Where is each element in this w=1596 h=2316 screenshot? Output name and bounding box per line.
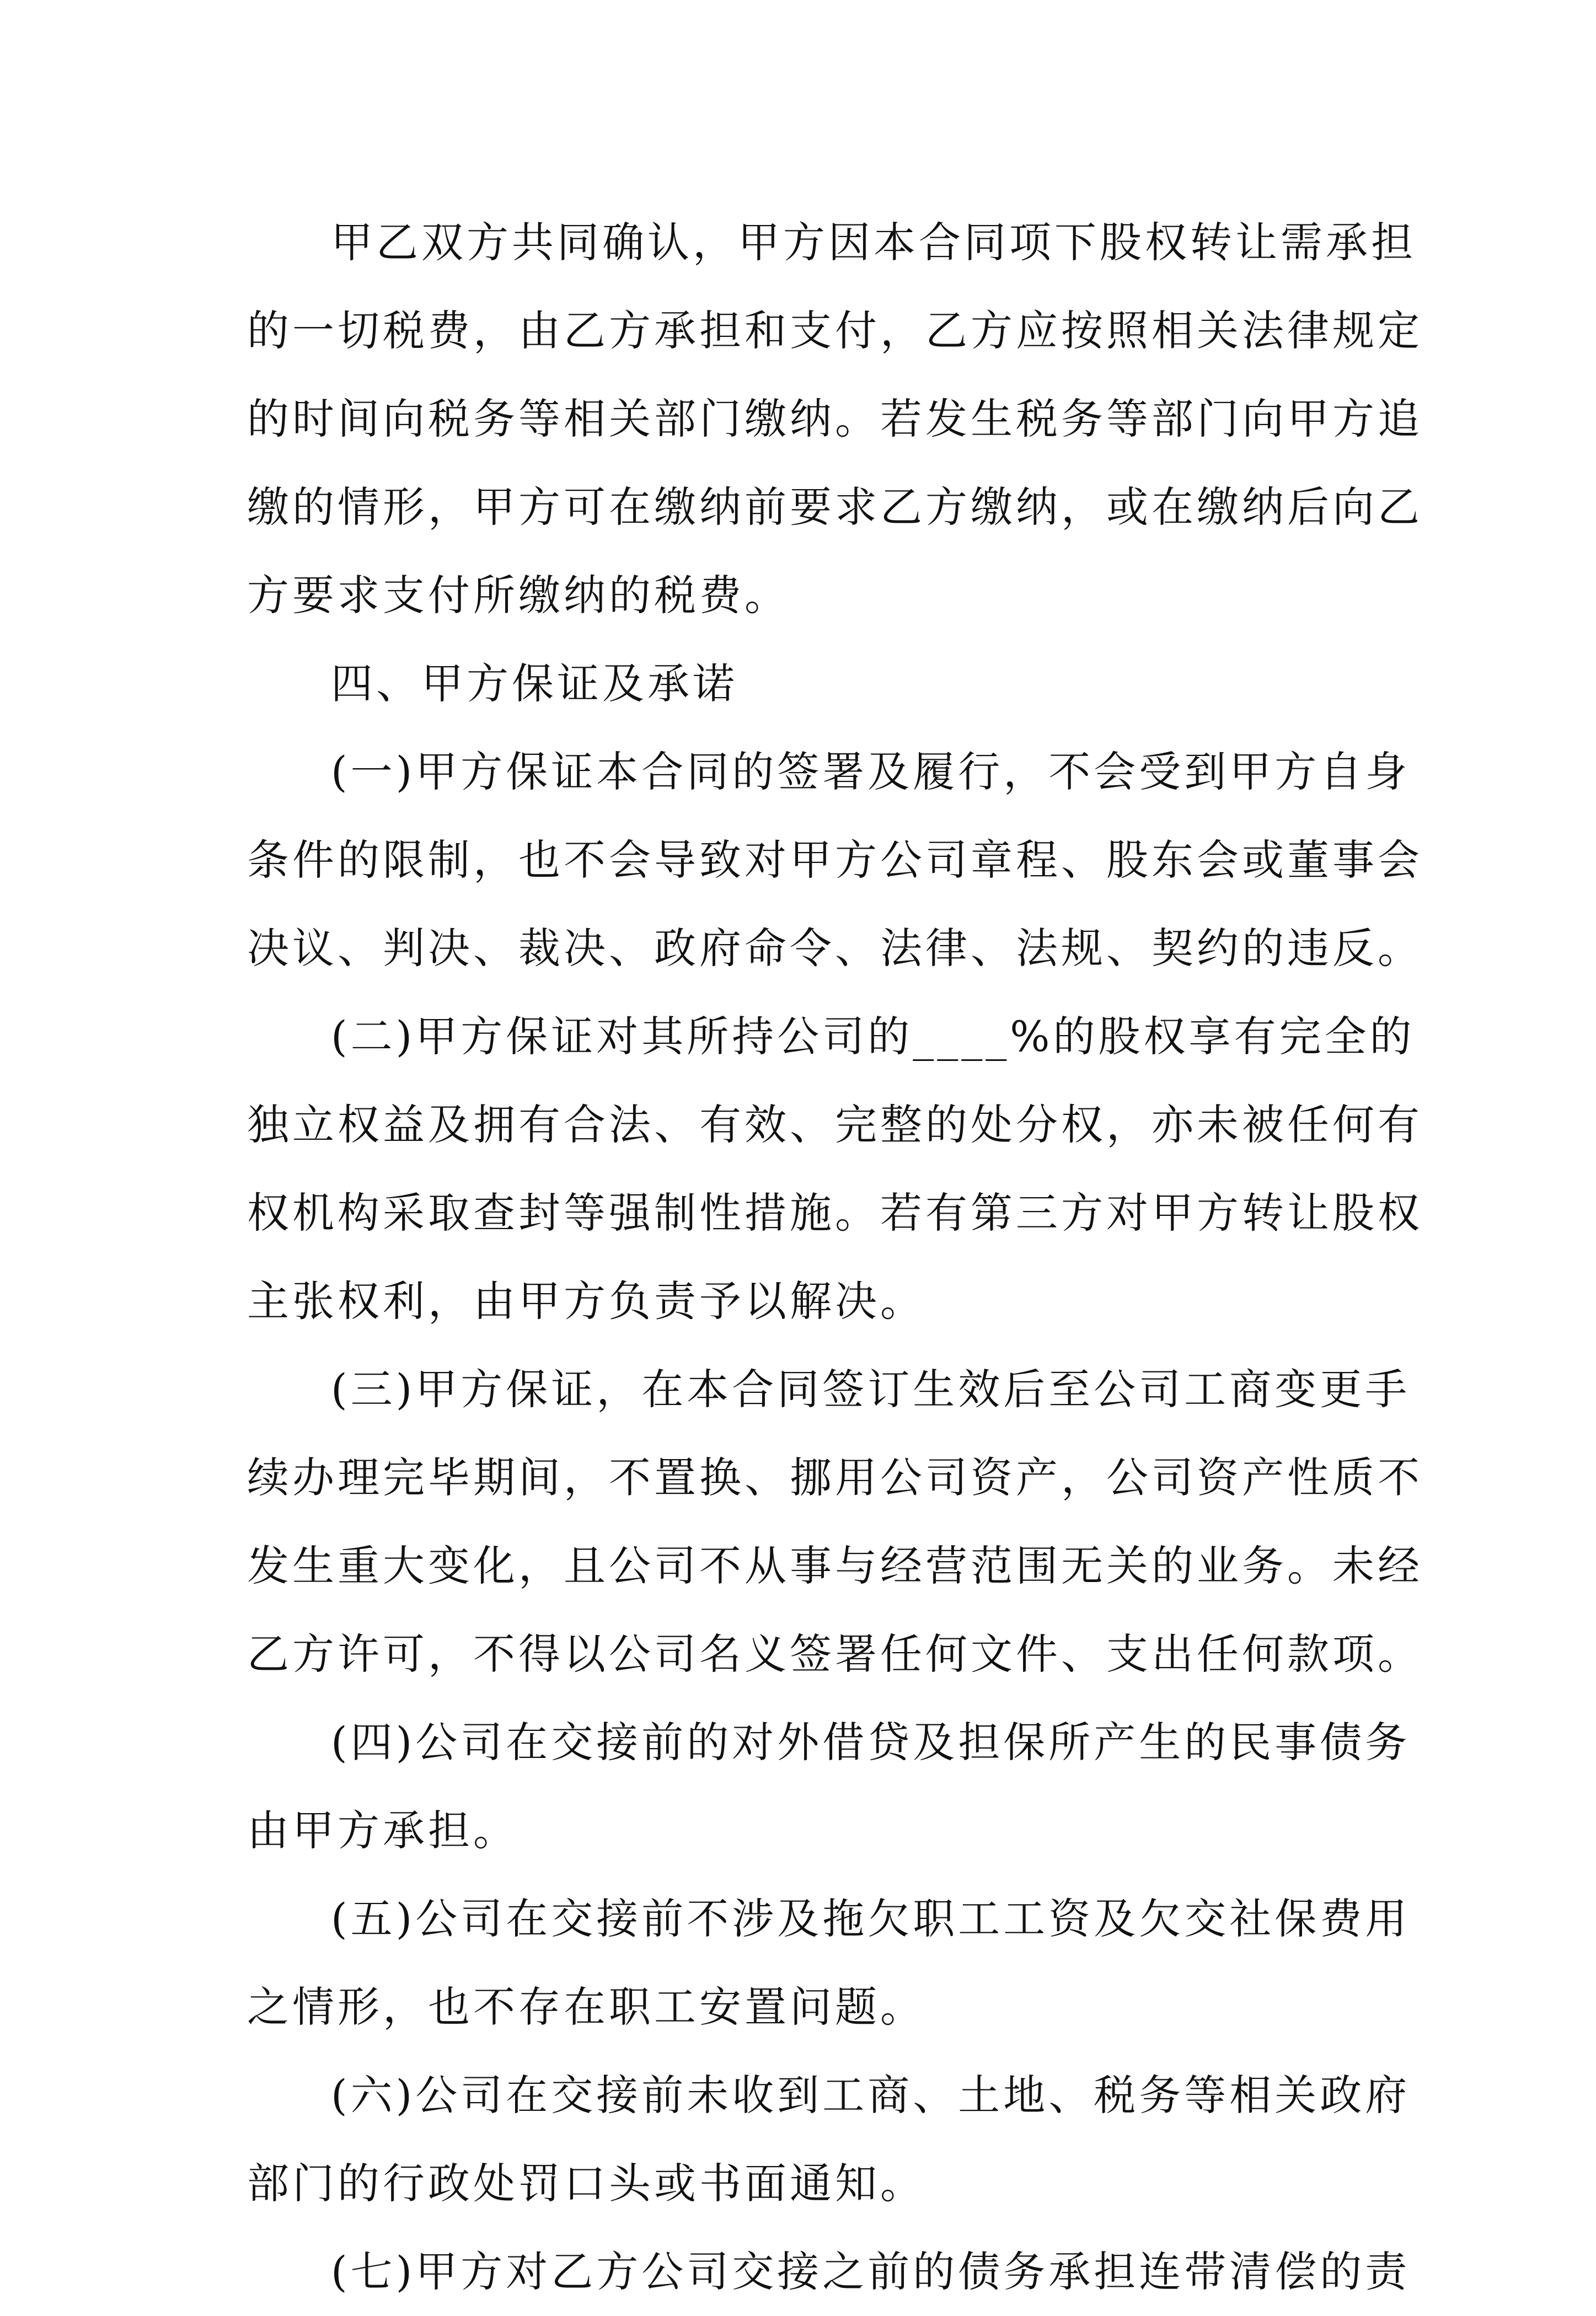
document-page [247, 199, 1423, 2316]
text-line-12: 权机构采取查封等强制性措施。若有第三方对甲方转让股权 [247, 1188, 1423, 1237]
text-line-21: 之情形，也不存在职工安置问题。 [247, 1982, 925, 2031]
text-line-4: 缴的情形，甲方可在缴纳前要求乙方缴纳，或在缴纳后向乙 [247, 482, 1423, 532]
text-line-24: (七)甲方对乙方公司交接之前的债务承担连带清偿的责 [331, 2247, 1411, 2296]
text-line-20: (五)公司在交接前不涉及拖欠职工工资及欠交社保费用 [331, 1894, 1411, 1943]
text-line-2: 的一切税费，由乙方承担和支付，乙方应按照相关法律规定 [247, 306, 1423, 355]
text-line-15: 续办理完毕期间，不置换、挪用公司资产，公司资产性质不 [247, 1453, 1423, 1502]
text-line-3: 的时间向税务等相关部门缴纳。若发生税务等部门向甲方追 [247, 394, 1423, 443]
text-line-18: (四)公司在交接前的对外借贷及担保所产生的民事债务 [331, 1718, 1411, 1767]
text-line-11: 独立权益及拥有合法、有效、完整的处分权，亦未被任何有 [247, 1100, 1423, 1149]
text-line-5: 方要求支付所缴纳的税费。 [247, 571, 790, 620]
text-line-22: (六)公司在交接前未收到工商、土地、税务等相关政府 [331, 2071, 1411, 2120]
text-line-1: 甲乙双方共同确认，甲方因本合同项下股权转让需承担 [331, 218, 1416, 267]
text-line-8: 条件的限制，也不会导致对甲方公司章程、股东会或董事会 [247, 835, 1423, 884]
text-line-9: 决议、判决、裁决、政府命令、法律、法规、契约的违反。 [247, 924, 1423, 973]
text-line-14: (三)甲方保证，在本合同签订生效后至公司工商变更手 [331, 1365, 1411, 1414]
text-line-13: 主张权利，由甲方负责予以解决。 [247, 1277, 925, 1326]
text-line-16: 发生重大变化，且公司不从事与经营范围无关的业务。未经 [247, 1541, 1423, 1590]
text-line-17: 乙方许可，不得以公司名义签署任何文件、支出任何款项。 [247, 1629, 1423, 1679]
section-heading: 四、甲方保证及承诺 [331, 659, 738, 708]
text-line-23: 部门的行政处罚口头或书面通知。 [247, 2159, 925, 2208]
text-line-19: 由甲方承担。 [247, 1806, 518, 1855]
text-line-7: (一)甲方保证本合同的签署及履行，不会受到甲方自身 [331, 747, 1411, 796]
text-line-10: (二)甲方保证对其所持公司的____%的股权享有完全的 [331, 1012, 1415, 1061]
